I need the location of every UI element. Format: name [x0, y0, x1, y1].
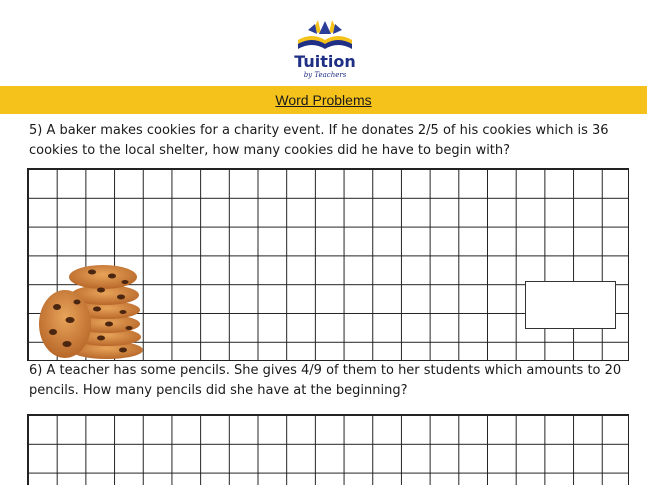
cookie-stack-icon	[37, 262, 149, 360]
book-with-hands-icon	[290, 18, 360, 52]
banner-title: Word Problems	[275, 92, 372, 108]
section-banner	[0, 86, 647, 114]
working-grid-6	[27, 414, 629, 485]
tuition-logo	[290, 18, 360, 84]
logo-title: Tuition	[294, 52, 356, 71]
answer-box[interactable]	[525, 281, 616, 329]
question-5: 5) A baker makes cookies for a charity event. If he donates 2/5 of his cookies which is 36 cookies to the local shelter, how many cookies did he have to begin with?	[29, 123, 609, 158]
question-6: 6) A teacher has some pencils. She gives 4/9 of them to her students which amounts to 20 pencils. How many pencils did she have at the beginning?	[29, 363, 622, 398]
logo-subtitle: by Teachers	[303, 71, 347, 79]
